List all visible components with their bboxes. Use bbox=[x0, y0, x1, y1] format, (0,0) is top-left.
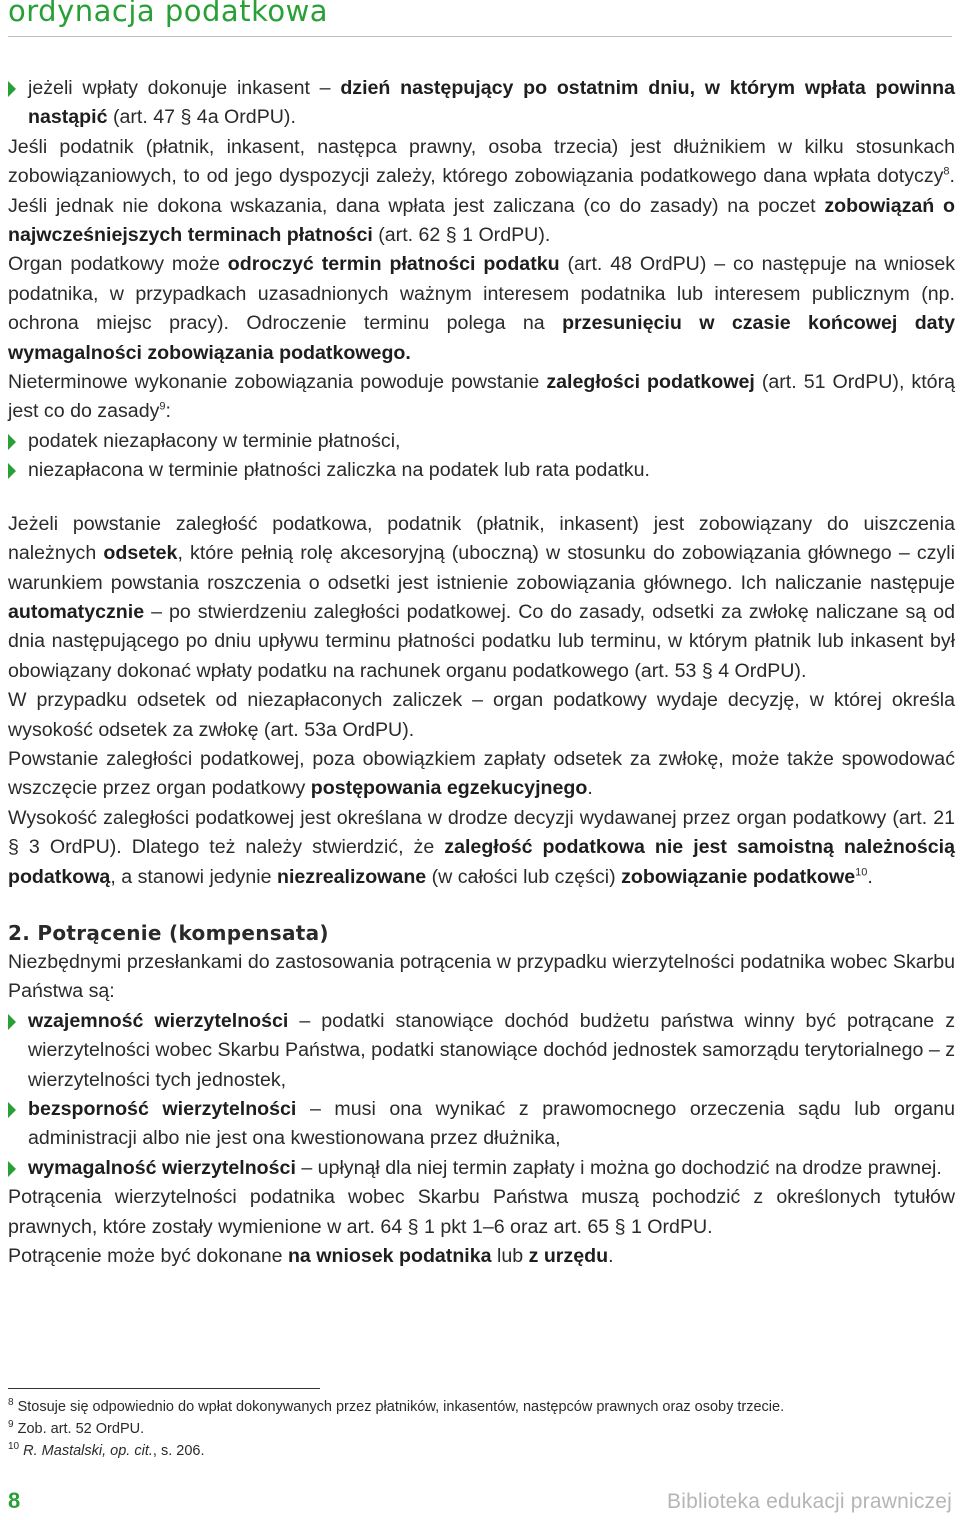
paragraph: Niezbędnymi przesłankami do zastosowania potrącenia w przypadku wierzytelności podatnika wobec Skarbu Państwa są: bbox=[8, 950, 955, 1003]
paragraph: Potrącenie może być dokonane na wniosek podatnika lub z urzędu. bbox=[8, 1245, 614, 1268]
page-number: 8 bbox=[8, 1488, 21, 1513]
footnote-ref: 9 bbox=[159, 400, 166, 413]
header-divider bbox=[8, 36, 952, 37]
footnote-item: $^8$ Stosuje się odpowiednio do wpłat dokonywanych przez płatników, inkasentów, następców prawnych oraz osoby trzecie. bbox=[8, 1397, 785, 1415]
footnote-item: $^9$ Zob. art. 52 OrdPU. bbox=[8, 1419, 145, 1437]
footnote-item: $^{10}$ R. Mastalski, op. cit., s. 206. bbox=[8, 1441, 205, 1459]
paragraph: W przypadku odsetek od niezapłaconych zaliczek – organ podatkowy wydaje decyzję, w której określa wysokość odsetek za zwłokę (art. 53a OrdPU). bbox=[8, 689, 955, 741]
page-header-title: ordynacja podatkowa bbox=[8, 0, 329, 28]
footnote-ref: 10 bbox=[855, 866, 868, 879]
bullet-item: jeżeli wpłaty dokonuje inkasent – dzień następujący po ostatnim dniu, w którym wpłata powinna nastąpić (art. 47 § 4a OrdPU). bbox=[8, 74, 955, 133]
paragraph: Powstanie zaległości podatkowej, poza obowiązkiem zapłaty odsetek za zwłokę, może także spowodować wszczęcie przez organ podatkowy postępowania egzekucyjnego. bbox=[8, 747, 955, 800]
bullet-item: niezapłacona w terminie płatności zaliczka na podatek lub rata podatku. bbox=[8, 456, 955, 485]
footer-brand: Biblioteka edukacji prawniczej bbox=[667, 1490, 952, 1513]
footnote-ref: 8 bbox=[943, 165, 950, 178]
section-heading: 2. Potrącenie (kompensata) bbox=[8, 920, 329, 945]
bullet-item: wymagalność wierzytelności – upłynął dla niej termin zapłaty i można go dochodzić na drodze prawnej. bbox=[8, 1154, 955, 1183]
paragraph: Potrącenia wierzytelności podatnika wobec Skarbu Państwa muszą pochodzić z określonych tytułów prawnych, które zostały wymienione w art. 64 § 1 pkt 1–6 oraz art. 65 § 1 OrdPU. bbox=[8, 1186, 955, 1238]
paragraph: Organ podatkowy może odroczyć termin płatności podatku (art. 48 OrdPU) – co następuje na wniosek podatnika, w przypadkach uzasadnionych ważnym interesem podatnika lub interesem publicznym (np. ochrona miejsc pracy). Odroczenie terminu polega na przesunięciu w czasie końcowej daty wymagalności zobowiązania podatkowego. bbox=[8, 253, 956, 364]
main-content bbox=[8, 74, 955, 1271]
paragraph: Jeżeli powstanie zaległość podatkowa, podatnik (płatnik, inkasent) jest zobowiązany do uiszczenia należnych odsetek, które pełnią rolę akcesoryjną (uboczną) w stosunku do zobowiązania głównego – czyli warunkiem powstania roszczenia o odsetki jest istnienie zobowiązania głównego. Ich naliczanie następuje automatycznie – po stwierdzeniu zaległości podatkowej. Co do zasady, odsetki za zwłokę naliczane są od dnia następującego po dniu upływu terminu płatności podatku lub terminu, w którym płatnik lub inkasent był obowiązany dokonać wpłaty podatku na rachunek organu podatkowego (art. 53 § 4 OrdPU). bbox=[8, 512, 955, 682]
footnote-divider bbox=[8, 1388, 320, 1389]
bullet-item: wzajemność wierzytelności – podatki stanowiące dochód budżetu państwa winny być potrącane z wierzytelności wobec Skarbu Państwa, podatki stanowiące dochód jednostek samorządu terytorialnego – z wierzytelności tych jednostek, bbox=[8, 1007, 955, 1095]
paragraph: Nieterminowe wykonanie zobowiązania powoduje powstanie zaległości podatkowej (art. 51 OrdPU), którą jest co do zasady$^9$: bbox=[8, 371, 955, 423]
paragraph: Jeśli podatnik (płatnik, inkasent, następca prawny, osoba trzecia) jest dłużnikiem w kilku stosunkach zobowiązaniowych, to od jego dyspozycji zależy, którego zobowiązania podatkowego dana wpłata dotyczy$^8$. Jeśli jednak nie dokona wskazania, dana wpłata jest zaliczana (co do zasady) na poczet zobowiązań o najwcześniejszych terminach płatności (art. 62 § 1 OrdPU). bbox=[8, 135, 955, 247]
bullet-item: podatek niezapłacony w terminie płatności, bbox=[8, 427, 955, 456]
bullet-item: bezsporność wierzytelności – musi ona wynikać z prawomocnego orzeczenia sądu lub organu administracji albo nie jest ona kwestionowana przez dłużnika, bbox=[8, 1095, 955, 1154]
paragraph: Wysokość zaległości podatkowej jest określana w drodze decyzji wydawanej przez organ podatkowy (art. 21 § 3 OrdPU). Dlatego też należy stwierdzić, że zaległość podatkowa nie jest samoistną należnością podatkową, a stanowi jedynie niezrealizowane (w całości lub części) zobowiązanie podatkowe$^{10}$. bbox=[8, 806, 955, 888]
footnotes bbox=[8, 1396, 955, 1462]
